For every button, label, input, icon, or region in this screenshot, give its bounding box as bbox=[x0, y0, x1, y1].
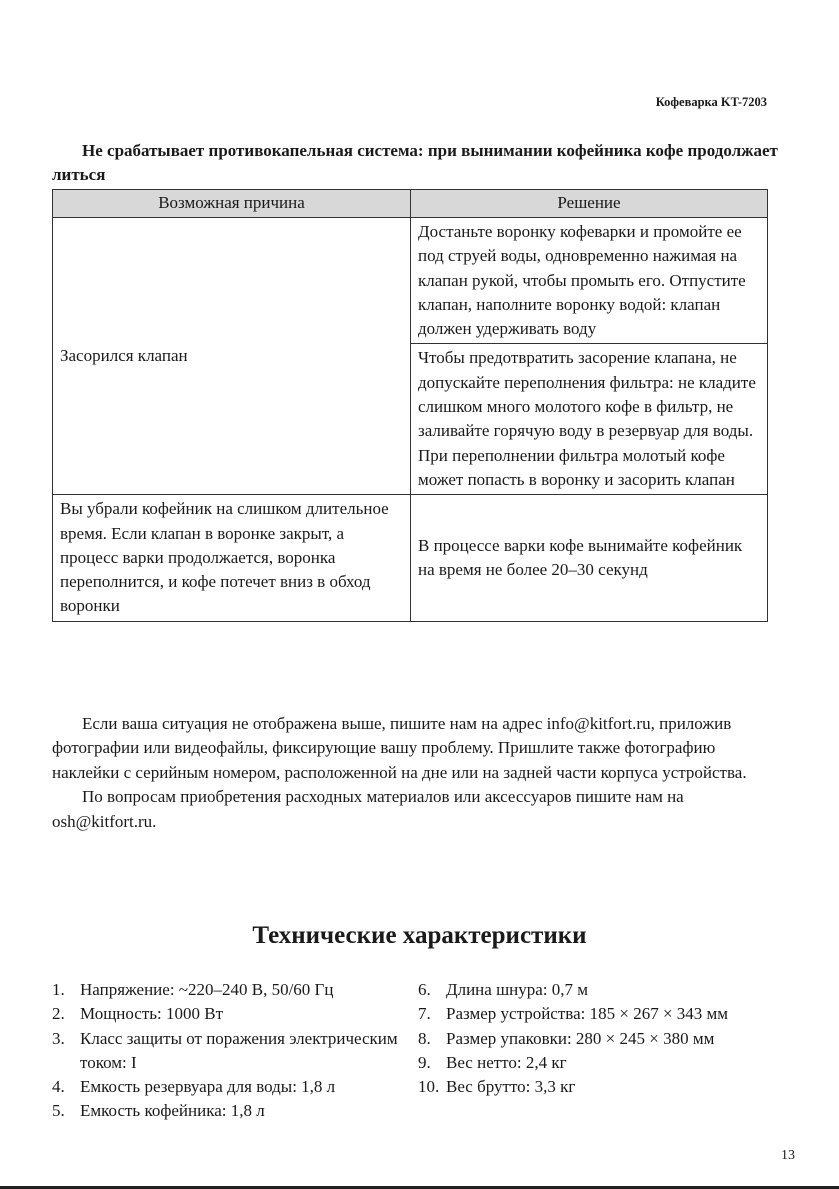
table-row bbox=[53, 495, 768, 621]
contact-paragraphs bbox=[52, 712, 768, 834]
table-cell-cause: Засорился клапан bbox=[53, 218, 411, 495]
column-header-solution: Решение bbox=[411, 190, 768, 218]
list-item bbox=[418, 1027, 778, 1051]
list-item-number: 5. bbox=[52, 1101, 65, 1121]
specs-list-right bbox=[418, 978, 778, 1099]
list-item-number: 6. bbox=[418, 980, 431, 999]
list-item-text: Класс защиты от поражения электрическим током: I bbox=[80, 1028, 398, 1072]
page-header-title: Кофеварка KT-7203 bbox=[655, 95, 767, 109]
list-item-text: Вес нетто: 2,4 кг bbox=[446, 1052, 567, 1072]
list-item-number: 10. bbox=[418, 1077, 440, 1097]
list-item bbox=[52, 1075, 407, 1099]
column-header-cause: Возможная причина bbox=[53, 190, 411, 218]
list-item-text: Емкость кофейника: 1,8 л bbox=[80, 1101, 265, 1121]
list-item-text: Емкость резервуара для воды: 1,8 л bbox=[80, 1077, 336, 1097]
specs-list-left bbox=[52, 978, 407, 1124]
table-cell-solution: Чтобы предотвратить засорение клапана, не допускайте переполнения фильтра: не кладите слишком много молотого кофе в фильтр, не заливайте горячую воду в резервуар для воды. При переполнении фильтра молотый кофе может попасть в воронку и засорить клапан bbox=[411, 344, 768, 495]
list-item-text: Напряжение: ~220–240 В, 50/60 Гц bbox=[80, 980, 334, 999]
contact-paragraph-accessories: По вопросам приобретения расходных материалов или аксессуаров пишите нам на osh@kitfort.ru. bbox=[52, 787, 684, 831]
list-item bbox=[52, 1099, 407, 1123]
table-cell-solution: В процессе варки кофе вынимайте кофейник на время не более 20–30 секунд bbox=[411, 495, 768, 621]
table-cell-solution: Достаньте воронку кофеварки и промойте ее под струей воды, одновременно нажимая на клапан рукой, чтобы промыть его. Отпустите клапан, наполните воронку водой: клапан должен удерживать воду bbox=[411, 218, 768, 344]
list-item bbox=[418, 978, 778, 1002]
list-item-number: 3. bbox=[52, 1028, 65, 1048]
list-item-number: 9. bbox=[418, 1052, 431, 1072]
page-number: 13 bbox=[781, 1148, 795, 1163]
list-item bbox=[418, 1075, 778, 1099]
list-item-text: Мощность: 1000 Вт bbox=[80, 1004, 224, 1024]
list-item-text: Размер устройства: 185 × 267 × 343 мм bbox=[446, 1004, 729, 1024]
list-item bbox=[52, 1027, 407, 1076]
table-header-row bbox=[53, 190, 768, 218]
list-item-number: 8. bbox=[418, 1028, 431, 1048]
list-item bbox=[418, 1051, 778, 1075]
list-item-number: 7. bbox=[418, 1004, 431, 1024]
list-item-text: Длина шнура: 0,7 м bbox=[446, 980, 589, 999]
list-item-number: 2. bbox=[52, 1004, 65, 1024]
section-heading: Не срабатывает противокапельная система: при вынимании кофейника кофе продолжает литься bbox=[52, 141, 778, 184]
list-item-number: 4. bbox=[52, 1077, 65, 1097]
specs-title: Технические характеристики bbox=[252, 922, 587, 949]
list-item-text: Размер упаковки: 280 × 245 × 380 мм bbox=[446, 1028, 715, 1048]
list-item-number: 1. bbox=[52, 980, 65, 999]
contact-paragraph-support: Если ваша ситуация не отображена выше, пишите нам на адрес info@kitfort.ru, приложив фотографии или видеофайлы, фиксирующие вашу проблему. Пришлите также фотографию наклейки с серийным номером, расположенной на дне или на задней части корпуса устройства. bbox=[52, 714, 747, 782]
list-item bbox=[418, 1002, 778, 1026]
list-item bbox=[52, 1002, 407, 1026]
table-row bbox=[53, 218, 768, 344]
table-cell-cause: Вы убрали кофейник на слишком длительное время. Если клапан в воронке закрыт, а процесс варки продолжается, воронка переполнится, и кофе потечет вниз в обход воронки bbox=[53, 495, 411, 621]
list-item-text: Вес брутто: 3,3 кг bbox=[446, 1077, 576, 1097]
list-item bbox=[52, 978, 407, 1002]
troubleshooting-table bbox=[52, 189, 768, 622]
